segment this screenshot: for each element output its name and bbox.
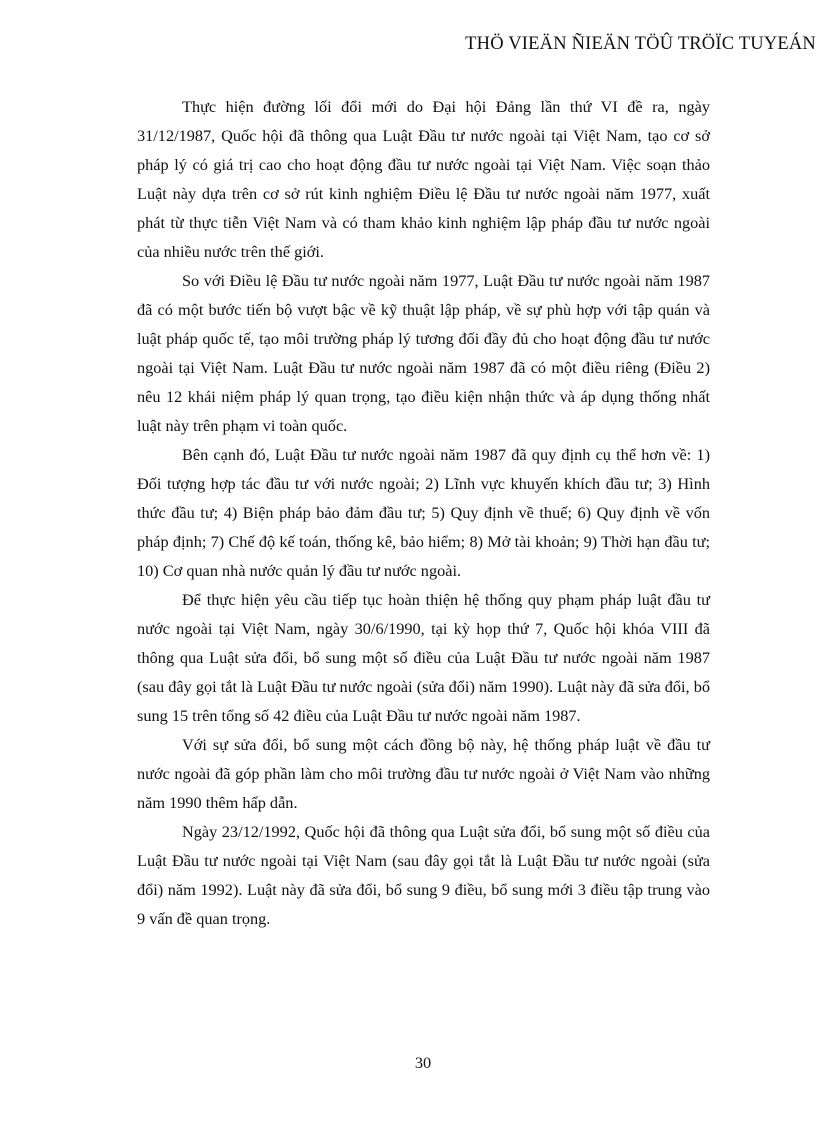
running-header: THÖ VIEÄN ÑIEÄN TÖÛ TRÖÏC TUYEÁN	[465, 34, 816, 54]
paragraph-3: Bên cạnh đó, Luật Đầu tư nước ngoài năm 1987 đã quy định cụ thể hơn về: 1) Đối tượng hợp tác đầu tư với nước ngoài; 2) Lĩnh vực khuyến khích đầu tư; 3) Hình thức đầu tư; 4) Biện pháp bảo đảm đầu tư; 5) Quy định về thuế; 6) Quy định về vốn pháp định; 7) Chế độ kế toán, thống kê, bảo hiểm; 8) Mở tài khoản; 9) Thời hạn đầu tư; 10) Cơ quan nhà nước quản lý đầu tư nước ngoài.	[137, 445, 710, 580]
page-number: 30	[414, 1053, 432, 1072]
paragraph-4: Để thực hiện yêu cầu tiếp tục hoàn thiện hệ thống quy phạm pháp luật đầu tư nước ngoài tại Việt Nam, ngày 30/6/1990, tại kỳ họp thứ 7, Quốc hội khóa VIII đã thông qua Luật sửa đổi, bổ sung một số điều của Luật Đầu tư nước ngoài năm 1987 (sau đây gọi tắt là Luật Đầu tư nước ngoài (sửa đổi) năm 1990). Luật này đã sửa đổi, bổ sung 15 trên tổng số 42 điều của Luật Đầu tư nước ngoài năm 1987.	[137, 590, 710, 725]
paragraph-6: Ngày 23/12/1992, Quốc hội đã thông qua Luật sửa đổi, bổ sung một số điều của Luật Đầu tư nước ngoài tại Việt Nam (sau đây gọi tắt là Luật Đầu tư nước ngoài (sửa đổi) năm 1992). Luật này đã sửa đổi, bổ sung 9 điều, bổ sung mới 3 điều tập trung vào 9 vấn đề quan trọng.	[137, 822, 710, 928]
document-body	[137, 92, 710, 933]
paragraph-5: Với sự sửa đổi, bổ sung một cách đồng bộ này, hệ thống pháp luật về đầu tư nước ngoài đã góp phần làm cho môi trường đầu tư nước ngoài ở Việt Nam vào những năm 1990 thêm hấp dẫn.	[137, 735, 710, 812]
paragraph-1: Thực hiện đường lối đổi mới do Đại hội Đảng lần thứ VI đề ra, ngày 31/12/1987, Quốc hội đã thông qua Luật Đầu tư nước ngoài tại Việt Nam, tạo cơ sở pháp lý có giá trị cao cho hoạt động đầu tư nước ngoài tại Việt Nam. Việc soạn thảo Luật này dựa trên cơ sở rút kinh nghiệm Điều lệ Đầu tư nước ngoài năm 1977, xuất phát từ thực tiễn Việt Nam và có tham khảo kinh nghiệm lập pháp đầu tư nước ngoài của nhiều nước trên thế giới.	[137, 97, 710, 261]
paragraph-2: So với Điều lệ Đầu tư nước ngoài năm 1977, Luật Đầu tư nước ngoài năm 1987 đã có một bước tiến bộ vượt bậc về kỹ thuật lập pháp, về sự phù hợp với tập quán và luật pháp quốc tế, tạo môi trường pháp lý tương đối đầy đủ cho hoạt động đầu tư nước ngoài tại Việt Nam. Luật Đầu tư nước ngoài năm 1987 đã có một điều riêng (Điều 2) nêu 12 khái niệm pháp lý quan trọng, tạo điều kiện nhận thức và áp dụng thống nhất luật này trên phạm vi toàn quốc.	[137, 271, 710, 435]
